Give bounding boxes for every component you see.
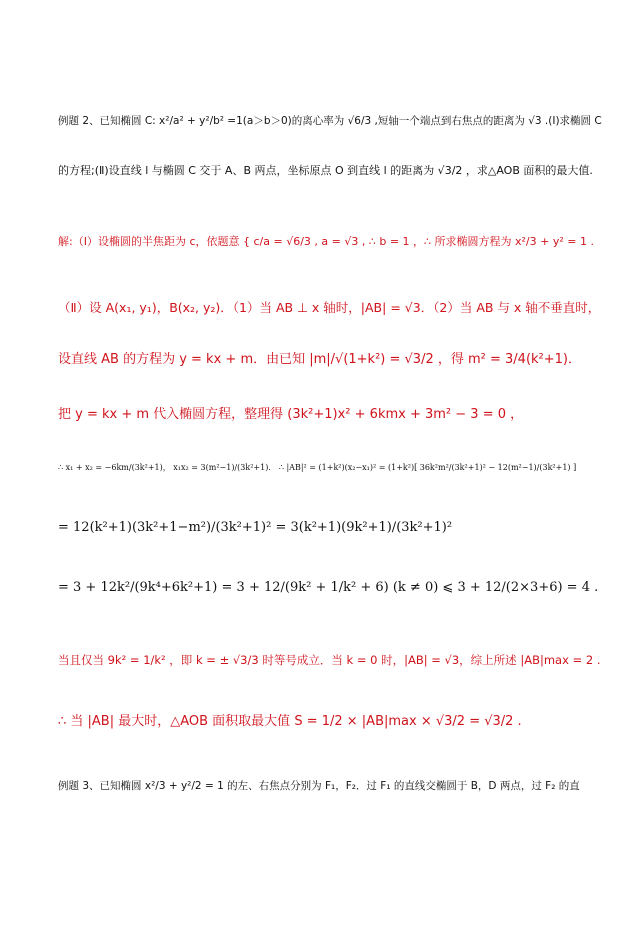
example2-line1: 例题 2、已知椭圆 C: x²/a² + y²/b² =1(a＞b＞0)的离心率为 √6/3 ,短轴一个端点到右焦点的距离为 √3 .(Ⅰ)求椭圆 C: [58, 115, 602, 127]
solution-substitution: 把 y = kx + m 代入椭圆方程，整理得 (3k²+1)x² + 6kmx + 3m² − 3 = 0 ，: [58, 407, 524, 422]
solution-step3: = 3 + 12k²/(9k⁴+6k²+1) = 3 + 12/(9k² + 1/k² + 6) (k ≠ 0) ⩽ 3 + 12/(2×3+6) = 4 .: [58, 580, 599, 595]
solution-vieta: ∴ x₁ + x₂ = −6km/(3k²+1)， x₁x₂ = 3(m²−1)/(3k²+1)． ∴ |AB|² = (1+k²)(x₂−x₁)² = (1+k²)[ 36k²m²/(3k²+1)² − 12(m²−1)/(3k²+1) ]: [58, 463, 577, 472]
example3-line1: 例题 3、已知椭圆 x²/3 + y²/2 = 1 的左、右焦点分别为 F₁，F₂．过 F₁ 的直线交椭圆于 B，D 两点，过 F₂ 的直: [58, 780, 580, 792]
solution-part2-intro: （Ⅱ）设 A(x₁, y₁)，B(x₂, y₂)．（1）当 AB ⊥ x 轴时，|AB| = √3．（2）当 AB 与 x 轴不垂直时，: [58, 300, 601, 315]
example2-line2: 的方程;(Ⅱ)设直线 l 与椭圆 C 交于 A、B 两点，坐标原点 O 到直线 l 的距离为 √3/2 ，求△AOB 面积的最大值.: [58, 164, 593, 177]
solution-step2: = 12(k²+1)(3k²+1−m²)/(3k²+1)² = 3(k²+1)(9k²+1)/(3k²+1)²: [58, 520, 453, 535]
solution-part1: 解:（Ⅰ）设椭圆的半焦距为 c，依题意 { c/a = √6/3 , a = √3 , ∴ b = 1 ，∴ 所求椭圆方程为 x²/3 + y² = 1 .: [58, 235, 594, 248]
solution-line-equation: 设直线 AB 的方程为 y = kx + m．由已知 |m|/√(1+k²) = √3/2 ，得 m² = 3/4(k²+1)．: [58, 352, 581, 367]
solution-equality: 当且仅当 9k² = 1/k² ，即 k = ± √3/3 时等号成立．当 k = 0 时，|AB| = √3，综上所述 |AB|max = 2 .: [58, 653, 601, 667]
solution-conclusion: ∴ 当 |AB| 最大时，△AOB 面积取最大值 S = 1/2 × |AB|max × √3/2 = √3/2 .: [58, 714, 522, 729]
